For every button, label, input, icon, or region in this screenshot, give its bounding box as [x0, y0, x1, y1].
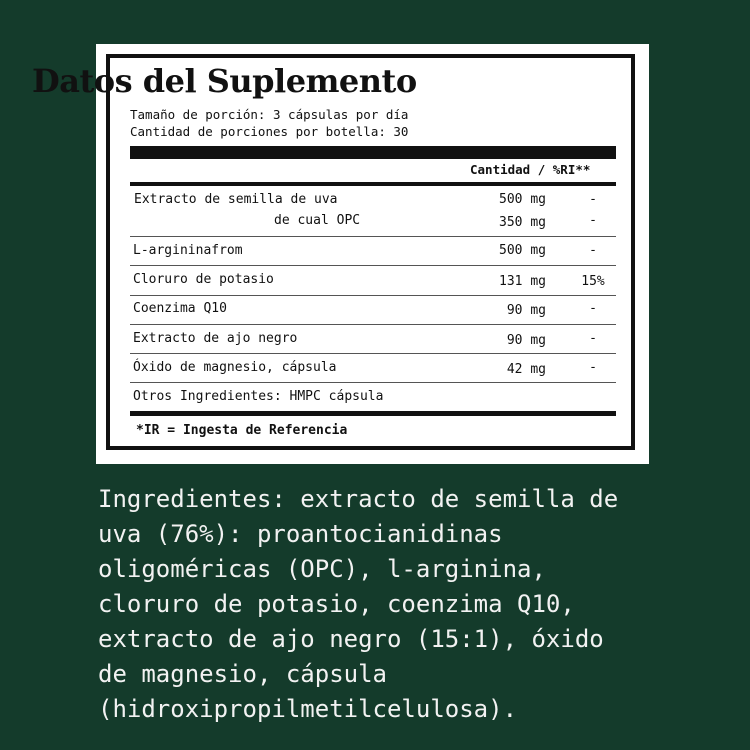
ingredient-name: L-argininafrom [133, 243, 243, 258]
bottom-divider [130, 411, 616, 416]
ingredient-amount: 90 mg [506, 303, 546, 318]
label-title: Datos del Suplemento [32, 62, 417, 100]
ingredient-name: Extracto de ajo negro [133, 331, 298, 346]
ingredients-line: Ingredientes: extracto de semilla de [98, 485, 619, 513]
serving-size: Tamaño de porción: 3 cápsulas por día [130, 107, 409, 122]
row-divider [130, 295, 616, 296]
ingredients-line: cloruro de potasio, coenzima Q10, [98, 590, 575, 618]
row-divider [130, 382, 616, 383]
ingredients-line: (hidroxipropilmetilcelulosa). [98, 695, 518, 723]
column-header: Cantidad / %RI** [470, 162, 591, 177]
row-divider [130, 353, 616, 354]
ingredient-ri: - [589, 213, 597, 228]
ingredient-ri: 15% [581, 274, 605, 289]
ingredients-line: de magnesio, cápsula [98, 660, 387, 688]
row-divider [130, 324, 616, 325]
ingredient-amount: 500 mg [499, 192, 546, 207]
ingredients-text [98, 482, 698, 727]
ingredients-line: extracto de ajo negro (15:1), óxido [98, 625, 604, 653]
ingredients-line: oligoméricas (OPC), l-arginina, [98, 555, 546, 583]
ingredient-amount: 131 mg [499, 274, 546, 289]
header-divider [130, 182, 616, 186]
ingredient-amount: 350 mg [499, 215, 546, 230]
thick-divider [130, 146, 616, 159]
ingredient-name: Extracto de semilla de uva [134, 192, 338, 207]
ingredient-amount: 42 mg [506, 362, 546, 377]
other-ingredients: Otros Ingredientes: HMPC cápsula [133, 389, 384, 404]
footnote: *IR = Ingesta de Referencia [136, 423, 348, 438]
ingredient-ri: - [589, 331, 597, 346]
ingredient-ri: - [589, 360, 597, 375]
servings-per-container: Cantidad de porciones por botella: 30 [130, 124, 409, 139]
ingredient-amount: 500 mg [499, 243, 546, 258]
ingredient-name: Cloruro de potasio [133, 272, 274, 287]
ingredient-ri: - [589, 192, 597, 207]
ingredient-name: Óxido de magnesio, cápsula [133, 360, 337, 375]
ingredient-ri: - [589, 243, 597, 258]
ingredient-name: Coenzima Q10 [133, 301, 227, 316]
ingredient-ri: - [589, 301, 597, 316]
row-divider [130, 236, 616, 237]
ingredient-name: de cual OPC [274, 213, 361, 228]
row-divider [130, 265, 616, 266]
ingredient-amount: 90 mg [506, 333, 546, 348]
ingredients-line: uva (76%): proantocianidinas [98, 520, 503, 548]
